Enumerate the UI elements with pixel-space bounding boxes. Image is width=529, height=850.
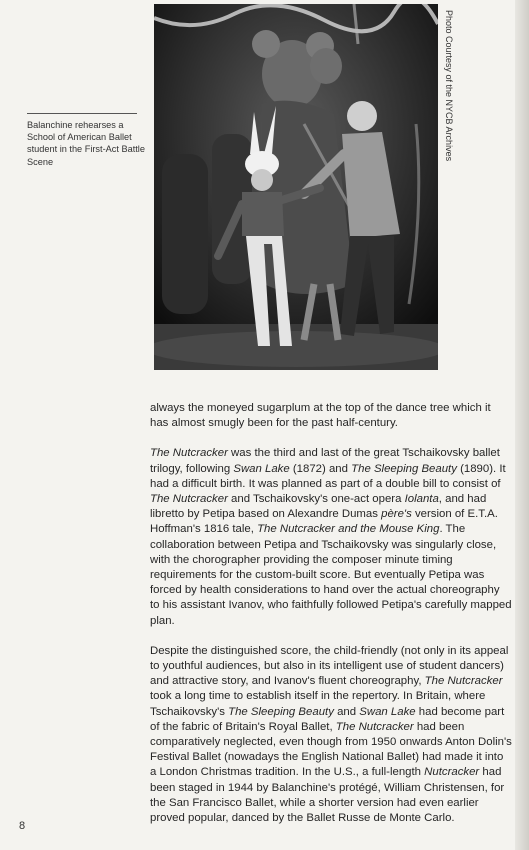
text-run: (1890). It had a difficult birth. It was planned as part of a double bill to consist of [150,462,506,490]
italic-title-run: The Nutcracker [150,493,228,506]
text-run: version of E.T.A. Hoffman's 1816 tale, [150,508,498,536]
italic-title-run: Nutcracker [424,766,480,779]
italic-title-run: The Nutcracker and the Mouse King [257,523,440,536]
italic-title-run: Swan Lake [233,462,290,475]
text-run: had become part of the fabric of Britain's Royal Ballet, [150,705,505,733]
body-text [150,401,512,826]
italic-title-run: The Sleeping Beauty [228,705,334,718]
paragraph [150,401,512,431]
rehearsal-photo [154,4,438,370]
photo-caption: Balanchine rehearses a School of American Ballet student in the First-Act Battle Scene [27,120,145,167]
italic-title-run: The Nutcracker [335,720,414,733]
caption-divider [27,113,137,114]
text-run: (1872) and [289,462,352,475]
text-run: always the moneyed sugarplum at the top of the dance tree which it has almost smugly been for the past half-century. [150,402,491,430]
text-run: and [333,705,360,718]
book-spine-shadow [515,0,529,850]
photo-credit [442,10,456,210]
photo-credit-text: Photo Courtesy of the NYCB Archives [444,10,454,162]
text-run: , and had libretto by Petipa based on Alexandre Dumas [150,493,487,521]
italic-title-run: Swan Lake [359,705,416,718]
text-run: and Tschaikovsky's one-act opera [227,493,405,506]
text-run: had been staged in 1944 by Balanchine's protégé, William Christensen, for the San Francisco Ballet, while a shorter version had even earlier proved popular, danced by the Ballet Russe de Monte Carlo. [150,766,505,825]
italic-title-run: The Nutcracker [150,447,228,460]
italic-title-run: père's [381,508,412,521]
text-run: Despite the distinguished score, the child-friendly (not only in its appeal to youthful audiences, but also in its intelligent use of student dancers) and attractive story, and Ivanov's fluent choreography, [150,644,509,688]
text-run: had been comparatively neglected, even though from 1950 onwards Anton Dolin's Festival Ballet (nowadays the English National Ballet) had made it into a London Christmas tradition. In the U.S., a full-length [150,720,512,779]
text-run: took a long time to establish itself in the repertory. In Britain, where Tschaikovsky's [150,690,486,718]
page-number: 8 [19,820,26,832]
text-run: . The collaboration between Petipa and Tschaikovsky was singularly close, with the chorographer providing the composer minute timing requirements for the custom-built score. But eventually Petipa was forced by health considerations to hand over the actual choreography to his assistant Ivanov, who faithfully followed Petipa's carefully mapped plan. [150,523,512,627]
paragraph [150,644,512,826]
italic-title-run: Iolanta [404,493,439,506]
italic-title-run: The Nutcracker [424,675,503,688]
text-run: was the third and last of the great Tschaikovsky ballet trilogy, following [150,447,500,475]
italic-title-run: The Sleeping Beauty [351,462,457,475]
rehearsal-photo-illustration [154,4,438,370]
paragraph [150,446,512,628]
